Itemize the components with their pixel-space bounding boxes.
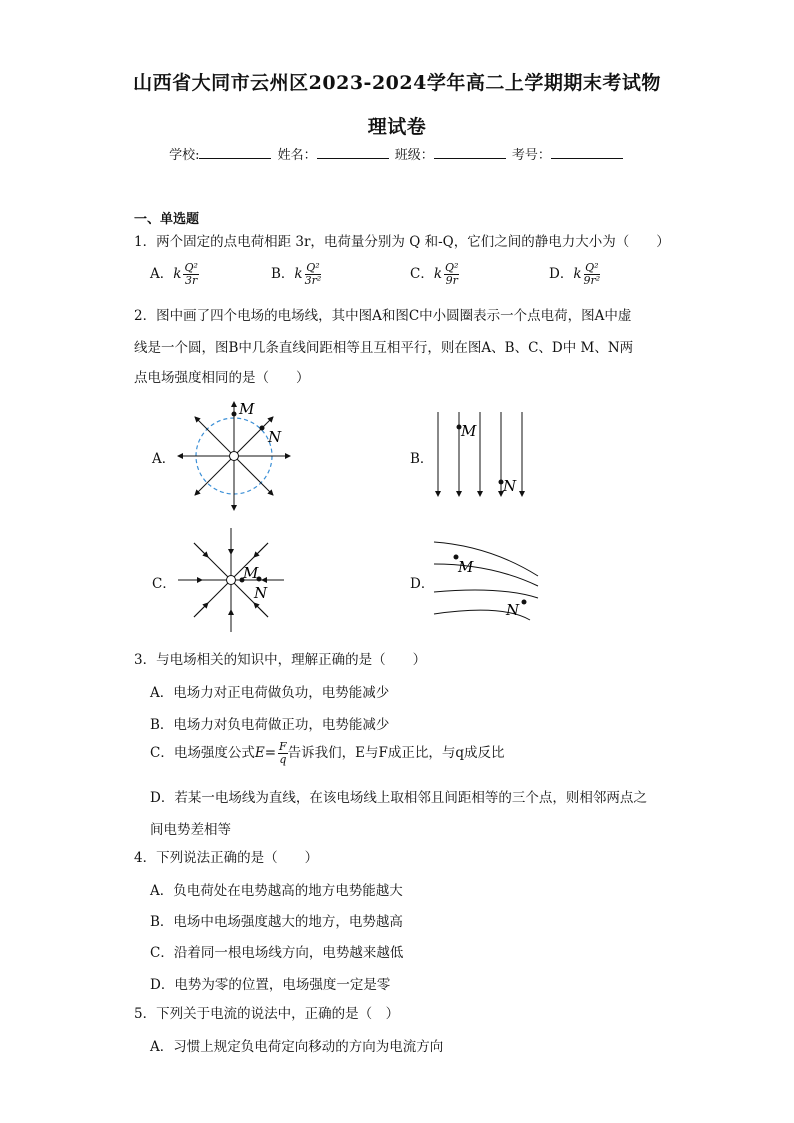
- point-m-label: M: [239, 400, 255, 418]
- q4-option-b[interactable]: B．电场中电场强度越大的地方，电势越高: [150, 914, 403, 930]
- fraction: $\frac{\text{Q²}}{\text{9r²}}$: [583, 261, 601, 287]
- fraction: $\frac{F}{q}$: [279, 740, 287, 766]
- exam-title-line1: 山西省大同市云州区2023-2024学年高二上学期期末考试物: [133, 72, 661, 94]
- point-n-label: N: [254, 584, 268, 602]
- exam-title-line2: 理试卷: [367, 116, 427, 138]
- fraction: $\frac{\text{Q²}}{3r}$: [184, 261, 198, 287]
- class-label: 班级：: [394, 148, 434, 163]
- q1-option-c[interactable]: C．k $\frac{\text{Q²}}{9r}$: [410, 261, 459, 287]
- q4-stem: 4．下列说法正确的是（ ）: [134, 850, 319, 866]
- q2-stem-line3: 点电场强度相同的是（ ）: [134, 370, 310, 386]
- point-n-label: N: [506, 601, 520, 619]
- q2-stem-line2: 线是一个圆，图B中几条直线间距相等且互相平行，则在图A、B、C、D中 M、N两: [134, 340, 634, 356]
- student-info-row: [0, 144, 794, 163]
- q4-option-c[interactable]: C．沿着同一根电场线方向，电势越来越低: [150, 945, 404, 961]
- exam-number-blank[interactable]: [551, 146, 623, 159]
- q3-option-c[interactable]: C．电场强度公式E= $\frac{F}{q}$ 告诉我们，E与F成正比，与q成反比: [150, 740, 505, 766]
- field-diagram-c: [174, 524, 294, 636]
- field-diagram-d: [430, 534, 545, 624]
- q2-label-a[interactable]: A．: [152, 451, 176, 467]
- q3-option-d-line2: 间电势差相等: [150, 822, 231, 838]
- school-blank[interactable]: [199, 146, 271, 159]
- fraction: $\frac{\text{Q²}}{\text{3r²}}$: [304, 261, 322, 287]
- q3-option-a[interactable]: A．电场力对正电荷做负功，电势能减少: [150, 685, 390, 701]
- point-n-label: N: [503, 477, 517, 495]
- name-label: 姓名：: [277, 148, 317, 163]
- q1-stem: 1．两个固定的点电荷相距 3r，电荷量分别为 Q 和-Q，它们之间的静电力大小为（ ）: [134, 234, 670, 250]
- exam-number-label: 考号：: [511, 148, 551, 163]
- q4-option-d[interactable]: D．电势为零的位置，电场强度一定是零: [150, 977, 391, 993]
- name-blank[interactable]: [317, 146, 389, 159]
- q3-option-d-line1[interactable]: D．若某一电场线为直线，在该电场线上取相邻且间距相等的三个点，则相邻两点之: [150, 790, 647, 806]
- field-diagram-a: [174, 398, 294, 513]
- q2-label-b[interactable]: B．: [410, 451, 434, 467]
- q2-label-c[interactable]: C．: [152, 576, 176, 592]
- q5-stem: 5．下列关于电流的说法中，正确的是（ ）: [134, 1006, 400, 1022]
- q4-option-a[interactable]: A．负电荷处在电势越高的地方电势能越大: [150, 883, 403, 899]
- point-m-label: M: [243, 564, 259, 582]
- field-diagram-b: [430, 408, 530, 500]
- q1-option-a[interactable]: A．k $\frac{\text{Q²}}{3r}$: [150, 261, 198, 287]
- point-m-label: M: [458, 558, 474, 576]
- q5-option-a[interactable]: A．习惯上规定负电荷定向移动的方向为电流方向: [150, 1039, 444, 1055]
- q1-option-d[interactable]: D．k $\frac{\text{Q²}}{\text{9r²}}$: [549, 261, 601, 287]
- school-label: 学校:: [169, 148, 200, 163]
- q3-stem: 3．与电场相关的知识中，理解正确的是（ ）: [134, 652, 427, 668]
- q2-stem-line1: 2．图中画了四个电场的电场线，其中图A和图C中小圆圈表示一个点电荷，图A中虚: [134, 308, 632, 324]
- point-n-label: N: [268, 428, 282, 446]
- q2-label-d[interactable]: D．: [410, 576, 435, 592]
- class-blank[interactable]: [434, 146, 506, 159]
- q1-option-b[interactable]: B．k $\frac{\text{Q²}}{\text{3r²}}$: [271, 261, 322, 287]
- point-m-label: M: [461, 422, 477, 440]
- fraction: $\frac{\text{Q²}}{9r}$: [445, 261, 459, 287]
- q3-option-b[interactable]: B．电场力对负电荷做正功，电势能减少: [150, 717, 390, 733]
- section-heading: 一、单选题: [134, 212, 200, 227]
